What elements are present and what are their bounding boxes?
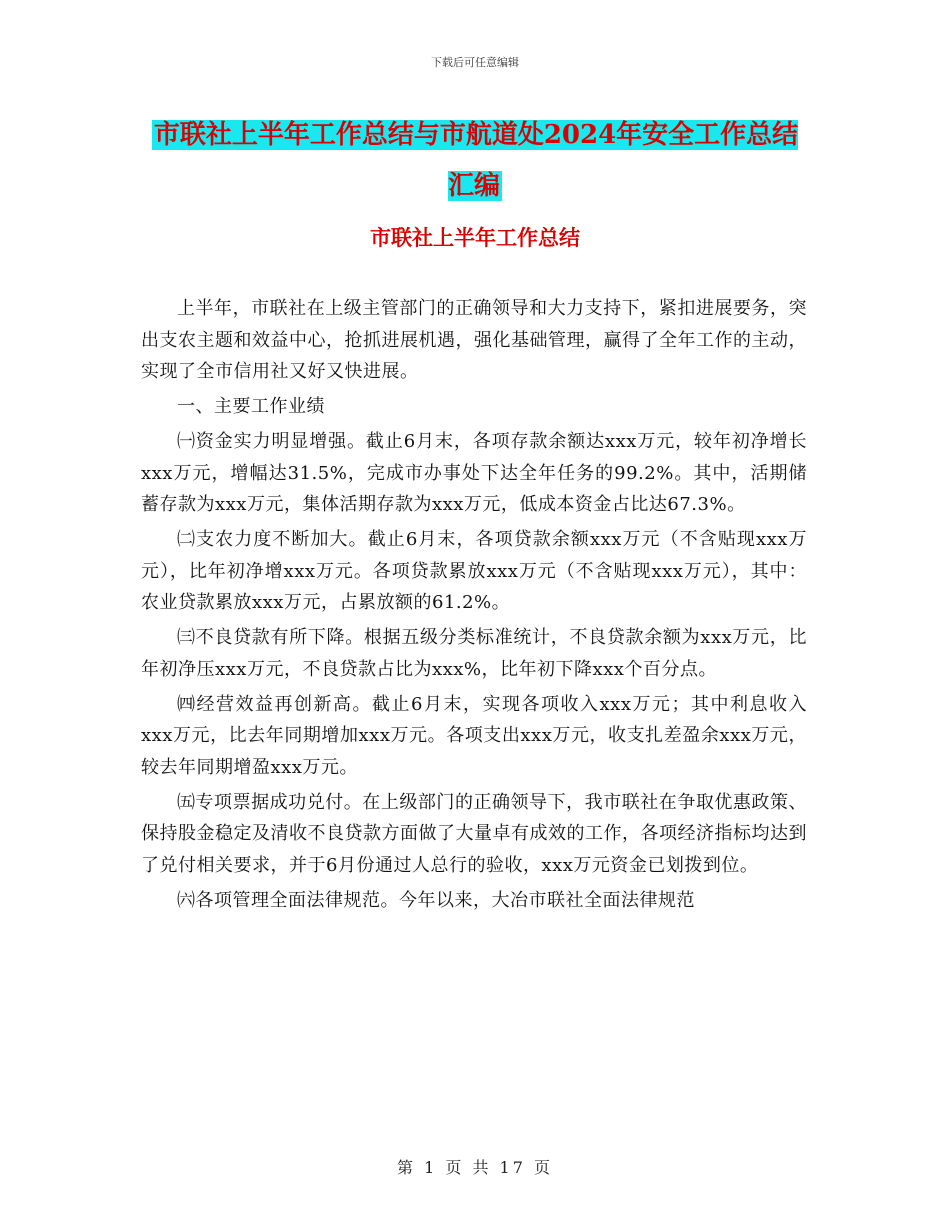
- paragraph-item-6: ㈥各项管理全面法律规范。今年以来，大冶市联社全面法律规范: [177, 889, 695, 911]
- document-title-text: 市联社上半年工作总结与市航道处2024年安全工作总结汇编: [153, 120, 799, 201]
- paragraph-intro: 上半年，市联社在上级主管部门的正确领导和大力支持下，紧扣进展要务，突出支农主题和效益中心，抢抓进展机遇，强化基础管理，赢得了全年工作的主动，实现了全市信用社又好又快进展。: [141, 298, 807, 382]
- document-body: [141, 293, 807, 916]
- paragraph-item-2: ㈡支农力度不断加大。截止6月末，各项贷款余额xxx万元（不含贴现xxx万元），比年初净增xxx万元。各项贷款累放xxx万元（不含贴现xxx万元），其中：农业贷款累放xxx万元，占累放额的61.2%。: [141, 529, 807, 613]
- section-title: 市联社上半年工作总结: [370, 225, 580, 250]
- paragraph-heading-achievements: 一、主要工作业绩: [177, 396, 325, 417]
- paragraph-item-3: ㈢不良贷款有所下降。根据五级分类标准统计，不良贷款余额为xxx万元，比年初净压xxx万元，不良贷款占比为xxx%，比年初下降xxx个百分点。: [141, 627, 807, 680]
- page-number: 第 1 页 共 17 页: [397, 1158, 553, 1177]
- document-title: [140, 110, 810, 212]
- header-note: 下载后可任意编辑: [431, 56, 519, 69]
- paragraph-item-5: ㈤专项票据成功兑付。在上级部门的正确领导下，我市联社在争取优惠政策、保持股金稳定及清收不良贷款方面做了大量卓有成效的工作，各项经济指标均达到了兑付相关要求，并于6月份通过人总行的验收，xxx万元资金已划拨到位。: [141, 791, 807, 876]
- paragraph-item-1: ㈠资金实力明显增强。截止6月末，各项存款余额达xxx万元，较年初净增长xxx万元，增幅达31.5%，完成市办事处下达全年任务的99.2%。其中，活期储蓄存款为xxx万元，集体活期存款为xxx万元，低成本资金占比达67.3%。: [141, 431, 807, 515]
- paragraph-item-4: ㈣经营效益再创新高。截止6月末，实现各项收入xxx万元；其中利息收入xxx万元，比去年同期增加xxx万元。各项支出xxx万元，收支扎差盈余xxx万元，较去年同期增盈xxx万元。: [141, 693, 807, 778]
